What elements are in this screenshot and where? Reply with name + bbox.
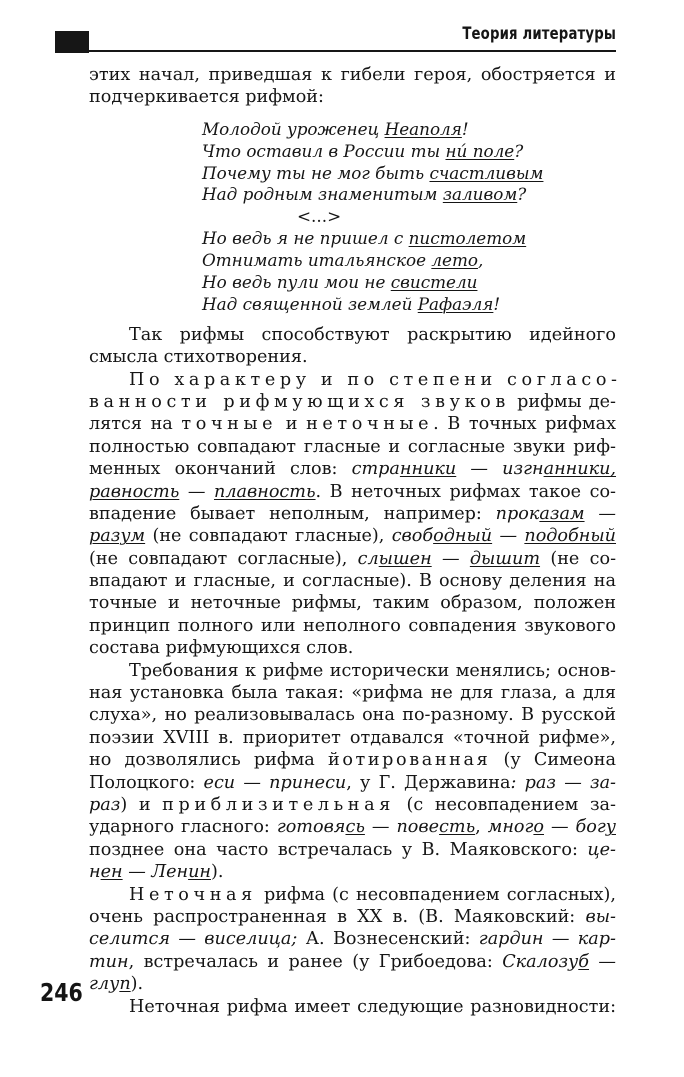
text-line: Полоцкого: еси — принеси, у Г. Державина: раз — за- xyxy=(89,772,617,793)
poem-line: Над родным знаменитым заливом? xyxy=(202,184,527,205)
text-line: слуха», но реализовывалась она по-разному. В русской xyxy=(89,705,616,726)
text-line: тин, встречалась и ранее (у Грибоедова: Скалозуб — xyxy=(89,951,617,972)
running-title: Теория литературы xyxy=(462,24,616,44)
poem-ellipsis: <...> xyxy=(297,206,342,227)
text-line: разум (не совпадают гласные), свободный — подобный xyxy=(89,526,617,547)
text-line: позднее она часто встречалась у В. Маяковского: це- xyxy=(89,839,616,860)
poem-quote xyxy=(89,119,616,316)
text-line: подчеркивается рифмой: xyxy=(89,87,324,108)
poem-line: Почему ты не мог быть счастливым xyxy=(202,162,544,183)
text-line: нен — Ленин). xyxy=(89,862,224,883)
text-line: точные и неточные рифмы, таким образом, положен xyxy=(89,593,616,614)
text-line: лятся на точные и неточные. В точных рифмах xyxy=(89,414,616,435)
text-line: этих начал, приведшая к гибели героя, обостряется и xyxy=(89,65,616,85)
text-line: селится — виселица; А. Вознесенский: гардин — кар- xyxy=(89,929,617,950)
text-line: принцип полного или неполного совпадения звукового xyxy=(89,615,616,636)
text-line: Неточная рифма (с несовпадением согласных), xyxy=(129,884,616,905)
text-line: полностью совпадают гласные и согласные звуки риф- xyxy=(89,436,616,457)
text-line: впадают и гласные, и согласные). В основу деления на xyxy=(89,571,616,592)
poem-line: Но ведь пули мои не свистели xyxy=(202,272,478,293)
text-line: Требования к рифме исторически менялись; основ- xyxy=(129,660,616,681)
poem-line: Молодой уроженец Неаполя! xyxy=(202,118,469,139)
text-line: (не совпадают согласные), слышен — дышит (не со- xyxy=(89,548,617,569)
text-line: ванности рифмующихся звуков рифмы де- xyxy=(89,391,617,412)
text-line: но дозволялись рифма йотированная (у Симеона xyxy=(89,750,616,771)
text-line: ная установка была такая: «рифма не для глаза, а для xyxy=(89,683,616,704)
header-bar-block xyxy=(55,31,89,53)
poem-line: Отнимать итальянское лето, xyxy=(202,250,484,271)
poem-line: Но ведь я не пришел с пистолетом xyxy=(202,228,527,249)
text-line: впадение бывает неполным, например: проказам — xyxy=(89,503,617,524)
text-line: глуп). xyxy=(89,974,144,995)
text-line: Так рифмы способствуют раскрытию идейного xyxy=(129,324,616,345)
header-rule xyxy=(89,50,616,52)
text-line: равность — плавность. В неточных рифмах такое со- xyxy=(89,481,617,502)
text-line: смысла стихотворения. xyxy=(89,347,308,368)
page-body xyxy=(89,64,622,1018)
text-line: раз) и приблизительная (с несовпадением за- xyxy=(89,795,616,815)
text-line: менных окончаний слов: странники — изгнанники, xyxy=(89,459,617,480)
text-line: очень распространенная в XX в. (В. Маяковский: вы- xyxy=(89,906,616,927)
text-line: состава рифмующихся слов. xyxy=(89,638,354,659)
text-line: По характеру и по степени согласо- xyxy=(129,369,622,390)
poem-line: Над священной землей Рафаэля! xyxy=(202,293,501,314)
page-number: 246 xyxy=(40,978,83,1007)
text-line: поэзии XVIII в. приоритет отдавался «точной рифме», xyxy=(89,727,616,748)
poem-line: Что оставил в России ты ни́ поле? xyxy=(202,140,524,161)
text-line: Неточная рифма имеет следующие разновидности: xyxy=(129,996,616,1017)
text-line: ударного гласного: готовясь — повесть, много — богу xyxy=(89,817,616,838)
